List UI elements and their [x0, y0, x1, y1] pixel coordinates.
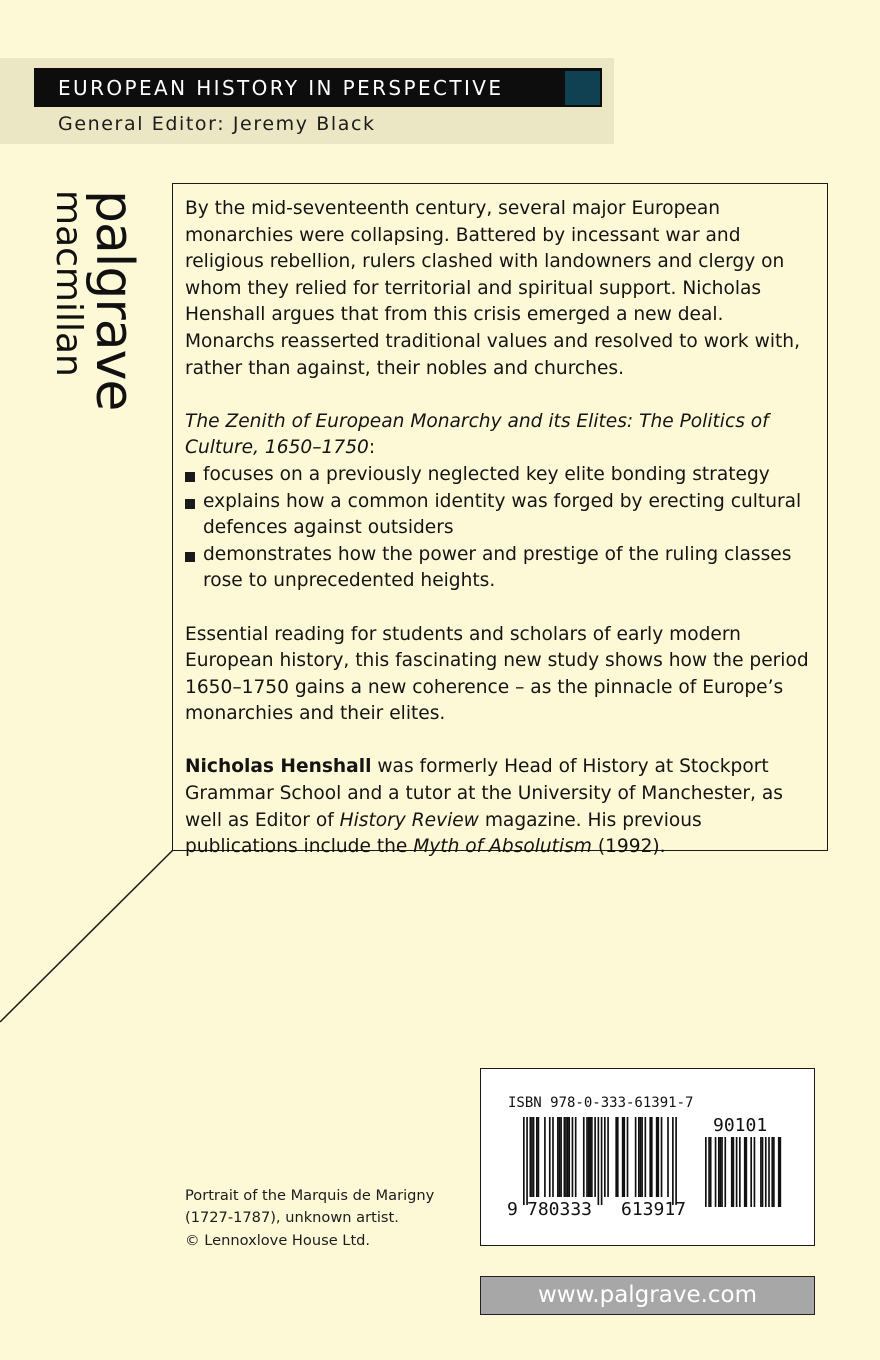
barcode-bar — [635, 1117, 637, 1197]
book-title-line — [185, 409, 815, 462]
addon-bar — [733, 1137, 735, 1207]
barcode-bar — [526, 1117, 528, 1205]
book-title: The Zenith of European Monarchy and its Elites: The Politics of Culture, 1650–1750 — [185, 410, 769, 459]
barcode-bar — [565, 1117, 567, 1197]
feature-list-item: focuses on a previously neglected key elite bonding strategy — [185, 462, 815, 489]
blurb-box — [172, 183, 828, 858]
series-color-swatch — [565, 71, 600, 105]
barcode-bar — [559, 1117, 561, 1197]
barcode-bar — [601, 1117, 603, 1205]
website-link[interactable]: www.palgrave.com — [480, 1276, 815, 1315]
general-editor: General Editor: Jeremy Black — [58, 113, 376, 135]
publisher-logo — [40, 190, 144, 411]
barcode — [481, 1069, 816, 1247]
addon-bar — [731, 1137, 733, 1207]
addon-bar — [750, 1137, 752, 1207]
barcode-bar — [627, 1117, 629, 1197]
barcode-bar — [536, 1117, 538, 1197]
barcode-bar — [586, 1117, 588, 1197]
feature-list — [185, 462, 815, 595]
addon-bar — [705, 1137, 707, 1207]
barcode-bar — [657, 1117, 659, 1197]
barcode-left-digits: 780333 — [527, 1199, 593, 1220]
blurb-intro: By the mid-seventeenth century, several major European monarchies were collapsing. Battered by incessant war and religious rebellion, rulers clashed with landowners and clergy on whom they relied for territorial and spiritual support. Nicholas Henshall argues that from this crisis emerged a new deal. Monarchs reasserted traditional values and resolved to work with, rather than against, their nobles and churches. — [185, 198, 800, 379]
addon-bar — [762, 1137, 764, 1207]
addon-bar — [720, 1137, 722, 1207]
barcode-bar — [672, 1117, 674, 1205]
barcode-bar — [544, 1117, 546, 1197]
barcode-bar — [531, 1117, 533, 1197]
barcode-bar — [575, 1117, 577, 1197]
barcode-bar — [641, 1117, 643, 1197]
author-magazine: History Review — [339, 809, 479, 831]
barcode-bar — [583, 1117, 585, 1197]
barcode-bar — [564, 1117, 566, 1197]
barcode-bar — [651, 1117, 653, 1197]
addon-bars — [705, 1137, 781, 1207]
barcode-bar — [661, 1117, 663, 1197]
addon-bar — [718, 1137, 720, 1207]
addon-bar — [724, 1137, 726, 1207]
barcode-bar — [572, 1117, 574, 1197]
barcode-bar — [645, 1117, 647, 1197]
barcode-bar — [588, 1117, 590, 1197]
barcode-bar — [607, 1117, 609, 1197]
addon-bar — [773, 1137, 775, 1207]
barcode-bar — [594, 1117, 596, 1197]
feature-list-item: demonstrates how the power and prestige of the ruling classes rose to unprecedented heights. — [185, 542, 815, 595]
price-addon-digits: 90101 — [713, 1115, 768, 1136]
barcode-bar — [640, 1117, 642, 1197]
decorative-diagonal-line — [0, 840, 180, 1030]
barcode-bar — [538, 1117, 540, 1197]
addon-bar — [760, 1137, 762, 1207]
barcode-bar — [604, 1117, 606, 1197]
addon-bar — [739, 1137, 741, 1207]
series-title: EUROPEAN HISTORY IN PERSPECTIVE — [58, 76, 504, 100]
publisher-logo-line2: macmillan — [48, 190, 89, 377]
addon-bar — [765, 1137, 767, 1207]
addon-bar — [746, 1137, 748, 1207]
barcode-bar — [549, 1117, 551, 1197]
addon-bar — [708, 1137, 710, 1207]
book-title-suffix: : — [368, 437, 376, 459]
addon-bar — [736, 1137, 738, 1207]
barcode-bar — [567, 1117, 569, 1197]
recommendation-text: Essential reading for students and scholars of early modern European history, this fascinating new study shows how the period 1650–1750 gains a new coherence – as the pinnacle of Europe’s monarchies and their elites. — [185, 623, 809, 725]
barcode-bar — [667, 1117, 669, 1197]
ean-bars — [523, 1117, 677, 1205]
feature-list-item: explains how a common identity was forged by erecting cultural defences against outsiders — [185, 489, 815, 542]
credit-line: © Lennoxlove House Ltd. — [185, 1231, 371, 1249]
addon-bar — [710, 1137, 712, 1207]
addon-bar — [744, 1137, 746, 1207]
barcode-bar — [649, 1117, 651, 1197]
addon-bar — [768, 1137, 770, 1207]
publisher-logo-line1: palgrave — [84, 190, 144, 411]
barcode-first-digit: 9 — [507, 1199, 518, 1220]
barcode-bar — [617, 1117, 619, 1197]
author-previous-book: Myth of Absolutism — [413, 836, 592, 858]
credit-line: Portrait of the Marquis de Marigny — [185, 1187, 435, 1204]
barcode-bar — [638, 1117, 640, 1197]
barcode-bar — [560, 1117, 562, 1197]
barcode-bar — [589, 1117, 591, 1197]
barcode-bar — [591, 1117, 593, 1197]
addon-bar — [780, 1137, 782, 1207]
barcode-bar — [523, 1117, 525, 1205]
cover-image-credit — [185, 1185, 434, 1252]
barcode-bar — [598, 1117, 600, 1205]
barcode-bar — [529, 1117, 531, 1197]
barcode-bar — [675, 1117, 677, 1205]
author-bio-part2: magazine. His previous publications include the — [185, 809, 702, 858]
barcode-bar — [615, 1117, 617, 1197]
barcode-right-digits: 613917 — [621, 1199, 687, 1220]
addon-bar — [721, 1137, 723, 1207]
author-name: Nicholas Henshall — [185, 756, 372, 778]
author-bio-part3: (1992). — [591, 836, 666, 858]
addon-bar — [715, 1137, 717, 1207]
addon-bar — [771, 1137, 773, 1207]
isbn-label: ISBN 978-0-333-61391-7 — [508, 1095, 694, 1111]
barcode-bar — [557, 1117, 559, 1197]
addon-bar — [778, 1137, 780, 1207]
addon-bar — [754, 1137, 756, 1207]
barcode-bar — [533, 1117, 535, 1197]
barcode-bar — [656, 1117, 658, 1197]
author-bio — [185, 754, 815, 860]
credit-line: (1727-1787), unknown artist. — [185, 1209, 399, 1227]
barcode-bar — [568, 1117, 570, 1197]
barcode-bar — [622, 1117, 624, 1197]
barcode-bar — [552, 1117, 554, 1197]
barcode-bar — [623, 1117, 625, 1197]
author-bio-part1: was formerly Head of History at Stockport Grammar School and a tutor at the University of Manchester, as well as Editor of — [185, 756, 783, 831]
barcode-box — [480, 1068, 815, 1246]
